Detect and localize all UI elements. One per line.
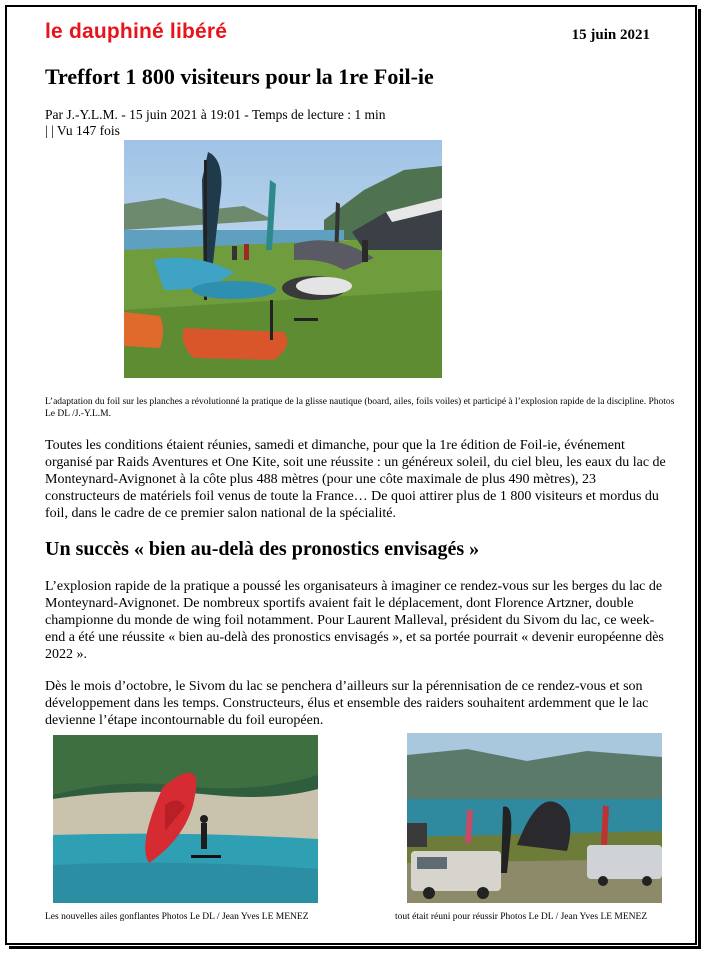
stands-photo	[407, 733, 662, 903]
article-paragraph-3: Dès le mois d’octobre, le Sivom du lac se penchera d’ailleurs sur la pérennisation de ce rendez-vous et son développement dans les temps. Constructeurs, élus et ensemble des raiders souhaitent ardemment que le lac devienne l’étape incontournable du foil européen.	[45, 679, 649, 728]
article-headline: Treffort 1 800 visiteurs pour la 1re Foil-ie	[45, 64, 434, 89]
foil-show-lakeside-image	[124, 140, 442, 378]
wing-foil-caption: Les nouvelles ailes gonflantes Photos Le DL / Jean Yves LE MENEZ	[45, 912, 309, 922]
stands-caption: tout était réuni pour réussir Photos Le DL / Jean Yves LE MENEZ	[395, 912, 648, 922]
main-photo	[124, 140, 442, 378]
foil-stands-vans-image	[407, 733, 662, 903]
byline-views-line: | | Vu 147 fois	[45, 123, 120, 138]
byline-author-line: Par J.-Y.L.M. - 15 juin 2021 à 19:01 - Temps de lecture : 1 min	[45, 107, 386, 122]
wing-foil-rider-image	[53, 735, 318, 903]
byline	[45, 107, 386, 139]
newspaper-masthead: le dauphiné libéré	[45, 20, 228, 43]
article-subheading: Un succès « bien au-delà des pronostics envisagés »	[45, 538, 480, 560]
main-photo-caption: L’adaptation du foil sur les planches a révolutionné la pratique de la glisse nautique (board, ailes, foils voiles) et participé à l’explosion rapide de la discipline. Photos Le DL /J.-Y.L.M.	[45, 397, 675, 419]
publication-date: 15 juin 2021	[571, 27, 650, 43]
wing-foil-photo	[53, 735, 318, 903]
article-paragraph-2: L’explosion rapide de la pratique a poussé les organisateurs à imaginer ce rendez-vous sur les berges du lac de Monteynard-Avignonet. De nombreux sportifs avaient fait le déplacement, dont Florence Artzner, double championne du monde de wing foil notamment. Pour Laurent Malleval, président du Sivom du lac, ce week-end a été une réussite « bien au-delà des pronostics envisagés », et sa portée pourrait « devenir européenne dès 2022 ».	[45, 579, 664, 662]
article-paragraph-1: Toutes les conditions étaient réunies, samedi et dimanche, pour que la 1re édition de Foil-ie, événement organisé par Raids Aventures et One Kite, soit une réussite : un généreux soleil, du ciel bleu, les eaux du lac de Monteynard-Avignonet à la côte plus 488 mètres (pour une côte maximale de plus 490 mètres), 23 constructeurs de matériels foil venus de toute la France… De quoi attirer plus de 1 800 visiteurs et mordus du foil, dans le cadre de ce premier salon national de la spécialité.	[45, 438, 666, 521]
